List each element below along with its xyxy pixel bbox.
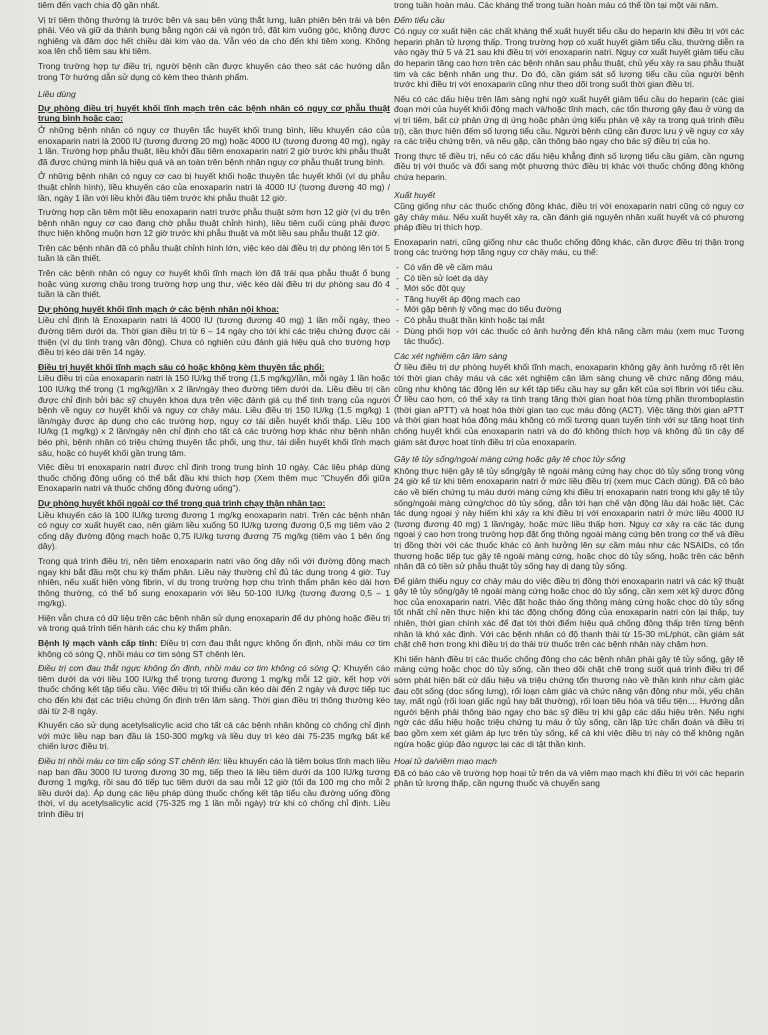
paragraph: Trên các bệnh nhân có nguy cơ huyết khối tĩnh mạch lớn đã trải qua phẫu thuật ổ bụng hoặc vùng xương chậu trong trường hợp ung thư, việc kéo dài điều trị dự phòng sau đó 4 tuần là cần thiết. — [38, 268, 390, 300]
section-heading-hoai-tu: Hoại tử da/viêm mạo mạch — [394, 756, 497, 767]
paragraph: Khi tiến hành điều trị các thuốc chống đông cho các bệnh nhân phải gây tê tủy sống, gây tê màng cứng hoặc chọc dò tủy sống, cần theo dõi chặt chẽ trong suốt quá trình điều trị để sớm phát hiện bất cứ dấu hiệu và triệu chứng tổn thương nào về thần kinh như cảm giác đau cột sống (dọc sống lưng), rối loạn cảm giác và chức năng vận động như mỏi, yếu chân tay, mất ngủ (rối loạn giấc ngủ hay bất thường), rối loạn tiêu hóa và tiểu tiện.... Hướng dẫn người bệnh phải thông báo ngay cho bác sỹ điều trị khi gặp các dấu hiệu trên. Nếu nghi ngờ các dấu hiệu hoặc triệu chứng tụ máu ở tủy sống, cần lập tức chẩn đoán và điều trị bao gồm xem xét giảm áp lực trên tủy sống, kể cả khi việc điều trị này có thể không ngăn ngừa hoặc giúp đảo ngược lại các di tật thần kinh. — [394, 653, 744, 749]
subheading: Dự phòng điều trị huyết khối tĩnh mạch trên các bệnh nhân có nguy cơ phẫu thuật trung bình hoặc cao: — [38, 102, 390, 124]
right-column — [394, 0, 744, 1035]
paragraph: tiêm đến vạch chia độ gần nhất. — [38, 0, 160, 10]
paragraph: Cũng giống như các thuốc chống đông khác, điều trị với enoxaparin natri cũng có nguy cơ gây chảy máu. Nếu xuất huyết xảy ra, cần đánh giá nguyên nhân xuất huyết và có phương pháp điều trị thích hợp. — [394, 201, 744, 233]
paragraph: Trong thực tế điều trị, nếu có các dấu hiệu khẳng định số lượng tiểu cầu giảm, cần ngưng điều trị với thuốc và đổi sang một phương thức điều trị khác với thuốc chống đông không chứa heparin. — [394, 150, 744, 182]
list-item: - Có phẫu thuật thần kinh hoặc tại mắt — [404, 315, 744, 326]
paragraph: Vị trí tiêm thông thường là trước bên và sau bên vùng thắt lưng, luân phiên bên trái và bên phải. Véo và giữ da thành bụng bằng ngón cái và ngón trỏ, đặt kim vuông góc, không được nghiêng và đâm dọc hết chiều dài kim vào da. Vẫn véo da cho đến khi tiêm xong. Không xoa lên chỗ tiêm sau khi tiêm. — [38, 14, 390, 57]
paragraph: Trên các bệnh nhân đã có phẫu thuật chỉnh hình lớn, việc kéo dài điều trị dự phòng lên tới 5 tuần là cần thiết. — [38, 242, 390, 264]
section-heading-xet-nghiem: Các xét nghiệm cận lâm sàng — [394, 350, 508, 361]
inline-heading: Điều trị nhồi máu cơ tim cấp sóng ST chênh lên: — [38, 756, 222, 766]
paragraph: Ở những bệnh nhân có nguy cơ thuyên tắc huyết khối trung bình, liều khuyến cáo của enoxaparin natri là 2000 IU (tương đương 20 mg) hoặc 4000 IU (tương đương 40 mg), ngày 1 lần. Trường hợp phẫu thuật, liều khởi đầu tiêm enoxaparin natri 2 giờ trước khi phẫu thuật đã được chứng minh là hiệu quả và an toàn trên bệnh nhân nguy cơ phẫu thuật trung bình. — [38, 124, 390, 167]
subheading: Dự phòng huyết khối tĩnh mạch ở các bệnh nhân nội khoa: — [38, 303, 280, 314]
paragraph: Trường hợp cần tiêm một liều enoxaparin natri trước phẫu thuật sớm hơn 12 giờ (ví dụ trên bệnh nhân nguy cơ cao đang chờ phẫu thuật chỉnh hình), liều tiêm cuối cùng phải được thực hiện không muộn hơn 12 giờ trước khi phẫu thuật và một liều sau phẫu thuật 12 giờ. — [38, 207, 390, 239]
paragraph: Liều chỉ định là Enoxaparin natri là 4000 IU (tương đương 40 mg) 1 lần mỗi ngày, theo đường tiêm dưới da. Thời gian điều trị từ 6 – 14 ngày cho tới khi các triệu chứng được cải thiện (ví dụ tình trạng vận động). Chưa có nghiên cứu đánh giá hiệu quả cho trường hợp điều trị kéo dài trên 14 ngày. — [38, 315, 390, 358]
paragraph — [38, 756, 390, 820]
paragraph — [38, 638, 390, 659]
paragraph: Liều điều trị của enoxaparin natri là 150 IU/kg thể trọng (1,5 mg/kg)/lần, mỗi ngày 1 lần hoặc 100 IU/kg thể trọng (1 mg/kg)/lần x 2 lần/ngày theo đường tiêm dưới da. Liều điều trị cần được chỉ định bởi bác sỹ chuyên khoa dựa trên việc đánh giá cụ thể tình trạng của người bệnh về nguy cơ huyết khối và nguy cơ chảy máu. Liều điều trị 150 IU/kg (1,5 mg/kg) 1 lần/ngày được áp dụng cho các trường hợp, nguy cơ tái diễn huyết khối thấp. Liều 100 IU/kg (1 mg/kg) x 2 lần/ngày nên chỉ định cho tất cả các trường hợp khác như bệnh nhân béo phì, bệnh nhân có triệu chứng thuyên tắc phổi, ung thư, tái diễn huyết khối tĩnh mạch sâu, hoặc có huyết khối gần trung tâm. — [38, 373, 390, 458]
left-column — [38, 0, 390, 1035]
paragraph: Trong quá trình điều trị, nên tiêm enoxaparin natri vào ống dây nối với đường động mạch ngay khi bắt đầu một chu kỳ thẩm phân. Liều này thường chỉ đủ tác dụng trong 4 giờ. Tuy nhiên, nếu xuất hiện vòng fibrin, ví dụ trong trường hợp chu trình thẩm phân kéo dài hơn thông thường, có thể bổ sung enoxaparin với liều 50-100 IU/kg (tương đương 0,5 – 1 mg/kg). — [38, 555, 390, 609]
list-item: - Tăng huyết áp động mạch cao — [404, 294, 744, 305]
inline-heading: Điều trị cơn đau thắt ngực không ổn định, nhồi máu cơ tim không có sóng Q: — [38, 663, 341, 674]
paragraph-text: liều khuyến cáo là tiêm bolus tĩnh mạch liều nạp ban đầu 3000 IU tương đương 30 mg, tiếp theo là liều tiêm dưới da 100 IU/kg tương đương 1 mg/kg, rồi sau đó tiếp tục tiêm dưới da sau mỗi 12 giờ (tối đa 100 mg cho mỗi 2 liều dưới da). Áp dụng các liệu pháp dùng thuốc chống kết tập tiểu cầu đường uống đồng thời, ví dụ acetylsalicylic acid (75-325 mg 1 lần mỗi ngày) trừ khi có chống chỉ định. Liều trình điều trị — [38, 756, 390, 819]
paragraph: Trong trường hợp tự điều trị, người bệnh cần được khuyến cáo theo sát các hướng dẫn trong Tờ hướng dẫn sử dụng có kèm theo thành phẩm. — [38, 60, 390, 82]
paragraph — [38, 663, 390, 716]
paragraph: trong tuần hoàn máu. Các kháng thể trong tuần hoàn máu có thể tồn tại một vài năm. — [394, 0, 719, 10]
paragraph: Không thực hiện gây tê tủy sống/gây tê ngoài màng cứng hay chọc dò tủy sống trong vòng 24 giờ kể từ khi tiêm enoxaparin natri ở mức liều điều trị (xem mục Cách dùng). Đã có báo cáo về biến chứng tụ máu dưới màng cứng khi điều trị enoxaparin natri trong khi gây tê tủy sống/ngoài màng cứng/chọc dò tủy sống, dẫn tới hạn chế vận động lâu dài hoặc liệt. Các tác dụng ngoại ý này hiếm khi xảy ra khi điều trị với enoxaparin natri ở mức liều 4000 IU (tương đương 40 mg) 1 lần/ngày, hoặc mức liều thấp hơn. Nguy cơ xảy ra các tác dụng ngoại ý cao hơn trong trường hợp đặt ống thông ngoài màng cứng bên trong cơ thể và điều trị đồng thời với các thuốc khác có ảnh hưởng lên sự cầm máu như các NSAIDs, có tổn thương hoặc tiếp tục gây tê ngoài màng cứng, hoặc chọc dò tủy sống, hoặc trên các bệnh nhân đã có tiền sử phẫu thuật tủy sống hay dị dạng tủy sống. — [394, 465, 744, 572]
risk-list — [394, 262, 744, 347]
list-item: - Mới sốc đột quỵ — [404, 283, 744, 294]
subheading: Điều trị huyết khối tĩnh mạch sâu có hoặc không kèm thuyên tắc phổi: — [38, 361, 325, 372]
paragraph: Ở liều điều trị dự phòng huyết khối tĩnh mạch, enoxaparin không gây ảnh hưởng rõ rệt lên tới thời gian chảy máu và các xét nghiệm cận lâm sàng chung về chức năng đông máu, cũng như không tác động lên sự kết tập tiểu cầu hay sự gắn kết của sợi fibrin với tiểu cầu. Ở liều cao hơn, có thể xảy ra tình trạng tăng thời gian hoạt hóa từng phần thromboplastin (thời gian aPTT) và hoạt hóa thời gian tạo cục máu đông (ACT). Việc tăng thời gian aPTT và thời gian hoạt hóa đông máu không có mối tương quan tuyến tính với sự tăng hoạt tính chống huyết khối của enoxaparin natri và do đó không thích hợp và không đủ tin cậy để giám sát được hoạt tính điều trị của enoxaparin. — [394, 362, 744, 447]
section-heading-xuat-huyet: Xuất huyết — [394, 189, 436, 200]
paragraph: Để giảm thiểu nguy cơ chảy máu do việc điều trị đồng thời enoxaparin natri và các kỹ thuật gây tê tủy sống/gây tê ngoài màng cứng hoặc chọc dò tủy sống, cần xem xét kỹ dược động học của enoxaparin natri. Việc đặt hoặc tháo ống thông màng cứng hoặc chọc dò tủy sống tốt nhất chỉ nên thực hiện khi tác động chống đông của enoxaparin natri còn lại thấp, tuy nhiên, thời gian chính xác để đạt tới thời điểm hiệu quả chống đông thấp trên từng bệnh nhân là khó xác định. Với các bệnh nhân có độ thanh thải từ 15-30 mL/phút, cần giám sát chặt chẽ hơn trong khi điều trị do thải trừ thuốc trên các bệnh nhân này chậm hơn. — [394, 575, 744, 650]
subheading: Dự phòng huyết khối ngoài cơ thể trong quá trình chạy thận nhân tạo: — [38, 497, 326, 508]
paragraph: Liều khuyến cáo là 100 IU/kg tương đương 1 mg/kg enoxaparin natri. Trên các bệnh nhân có nguy cơ xuất huyết cao, nên giảm liều xuống 50 IU/kg tương đương 0,5 mg tiêm vào 2 cổng dây đường động mạch hoặc 0,75 IU/kg tương đương 75 mg/kg (tiêm vào 1 bên ống dây). — [38, 509, 390, 552]
paragraph: Nếu có các dấu hiệu trên lâm sàng nghi ngờ xuất huyết giảm tiểu cầu do heparin (các giai đoạn mới của huyết khối động mạch và/hoặc tĩnh mạch, các tổn thương gây đau ở vùng da vị trí tiêm, bất cứ phản ứng dị ứng hoặc phản ứng kiểu phản vệ xảy ra trong quá trình điều trị), cần thực hiện đếm số lượng tiểu cầu. Người bệnh cũng cần được lưu ý về nguy cơ xảy ra các triệu chứng trên, và nếu gặp, cần thông báo ngay cho bác sỹ điều trị của họ. — [394, 93, 744, 147]
inline-heading: Bệnh lý mạch vành cấp tính: — [38, 638, 158, 649]
list-item: - Dùng phối hợp với các thuốc có ảnh hưởng đến khả năng cầm máu (xem mục Tương tác thuốc). — [404, 326, 744, 347]
paragraph: Việc điều trị enoxaparin natri được chỉ định trong trung bình 10 ngày. Các liệu pháp dùng thuốc chống đông uống có thể bắt đầu khi thích hợp (Xem thêm mục "Chuyển đổi giữa Enoxaparin natri và thuốc chống đông đường uống"). — [38, 462, 390, 494]
paragraph: Hiện vẫn chưa có dữ liệu trên các bệnh nhân sử dụng enoxaparin để dự phòng hoặc điều trị và trong quá trình tiến hành các chu kỳ thẩm phân. — [38, 612, 390, 634]
paragraph: Có nguy cơ xuất hiện các chất kháng thể xuất huyết tiểu cầu do heparin khi điều trị với các heparin phân tử lượng thấp. Trong trường hợp có xuất huyết giảm tiểu cầu, thường diễn ra vào ngày thứ 5 và 21 sau khi điều trị với enoxaparin natri. Nguy cơ xuất huyết giảm tiểu cầu do heparin tăng cao hơn trên các bệnh nhân sau phẫu thuật, chủ yếu xảy ra sau phẫu thuật tim và các bệnh nhân ung thư. Do đó, cần giám sát số lượng tiểu cầu của người bệnh trước khi điều trị với enoxaparin cũng như theo dõi trong suốt thời gian điều trị. — [394, 26, 744, 90]
list-item: - Có vấn đề về cầm máu — [404, 262, 744, 273]
paragraph-text: Điều trị cơn đau thắt ngực không ổn định, nhồi máu cơ tim không có sóng Q, nhồi máu cơ tim sóng ST chênh lên. — [38, 638, 390, 659]
section-heading-gay-te: Gây tê tủy sống/ngoài màng cứng hoặc gây tê chọc tủy sống — [394, 454, 626, 465]
paragraph: Ở những bệnh nhân có nguy cơ cao bị huyết khối hoặc thuyên tắc huyết khối (ví dụ phẫu thuật chỉnh hình), liều khuyến cáo của enoxaparin natri là 4000 IU (tương đương 40 mg) / lần, ngày 1 lần với liều khởi đầu tiêm trước khi phẫu thuật 12 giờ. — [38, 171, 390, 203]
section-heading-dem-tieu-cau: Đếm tiểu cầu — [394, 14, 445, 25]
paragraph: Khuyến cáo sử dụng acetylsalicylic acid cho tất cả các bệnh nhân không có chống chỉ định với mức liều nạp ban đầu là 150-300 mg/kg và liều duy trì kéo dài 75-235 mg/kg bất kể chiến lược điều trị. — [38, 720, 390, 752]
section-heading-lieu-dung: Liều dùng — [38, 89, 76, 100]
paragraph-text: Khuyến cáo tiêm dưới da với liều 100 IU/kg thể trọng tương đương 1 mg/kg mỗi 12 giờ, kết hợp với thuốc chống kết tập tiểu cầu. Việc điều trị tối thiểu cần kéo dài đến 2 ngày và được tiếp tục cho đến khi đạt các triệu chứng ổn định trên lâm sàng. Thời gian điều trị thông thường kéo dài từ 2-8 ngày. — [38, 663, 390, 716]
paragraph: Enoxaparin natri, cũng giống như các thuốc chống đông khác, cần được điều trị thận trọng trong các trường hợp tăng nguy cơ chảy máu, cụ thể: — [394, 236, 744, 258]
list-item: - Có tiền sử loét dạ dày — [404, 273, 744, 284]
list-item: - Mới gặp bệnh lý võng mạc do tiểu đường — [404, 304, 744, 315]
paragraph: Đã có báo cáo về trường hợp hoại tử trên da và viêm mạo mạch khi điều trị với các heparin phân tử lượng thấp, cần ngưng thuốc và chuyển sang — [394, 767, 744, 789]
